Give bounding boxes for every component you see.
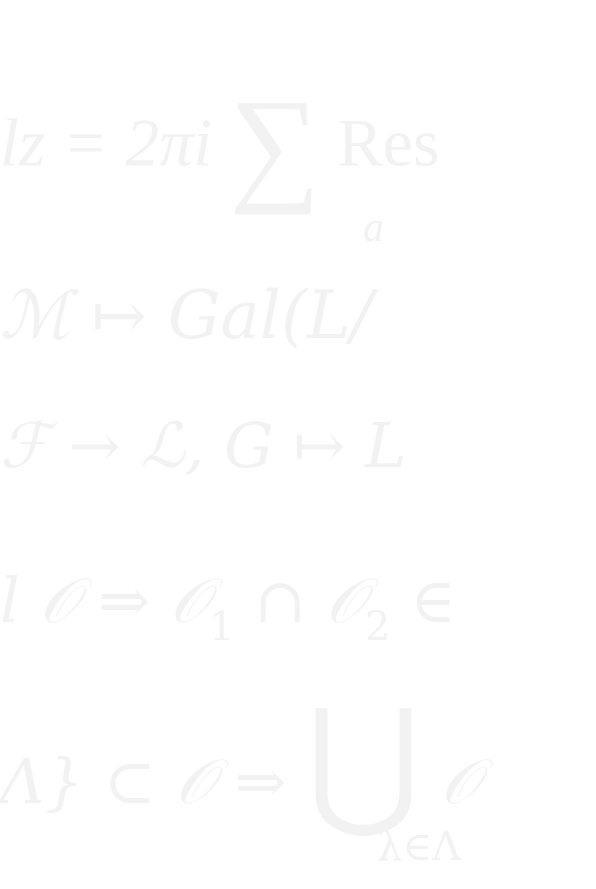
formula-functor-map: ℱ → ℒ, G ↦ L [0, 409, 407, 482]
formula-union-right: 𝒪 [440, 745, 480, 818]
formula-residue-left: lz = 2πi [0, 104, 213, 181]
formula-open-set-intersection [0, 564, 456, 650]
formula-union-left: Λ} ⊂ 𝒪 ⇒ [0, 745, 287, 818]
formula-galois-map: ℳ ↦ Gal(L/ [0, 277, 373, 354]
formula-residue-right: Res [337, 104, 440, 181]
summation-limit: a [363, 205, 384, 251]
formula-residue-theorem [0, 73, 440, 215]
summation-sign: ∑ [229, 73, 321, 215]
union-limit: λ∈Λ [377, 824, 461, 870]
subscript-one: 1 [209, 604, 235, 650]
big-union-sign: ⋃ [306, 680, 421, 843]
subscript-two: 2 [364, 604, 391, 650]
formula-open-set-union [0, 680, 480, 843]
formula-intersection-tail: ∈ [390, 564, 456, 637]
formula-intersection-mid: ∩ 𝒪 [234, 564, 365, 637]
formula-intersection-lead: l 𝒪 ⇒ 𝒪 [0, 564, 210, 637]
